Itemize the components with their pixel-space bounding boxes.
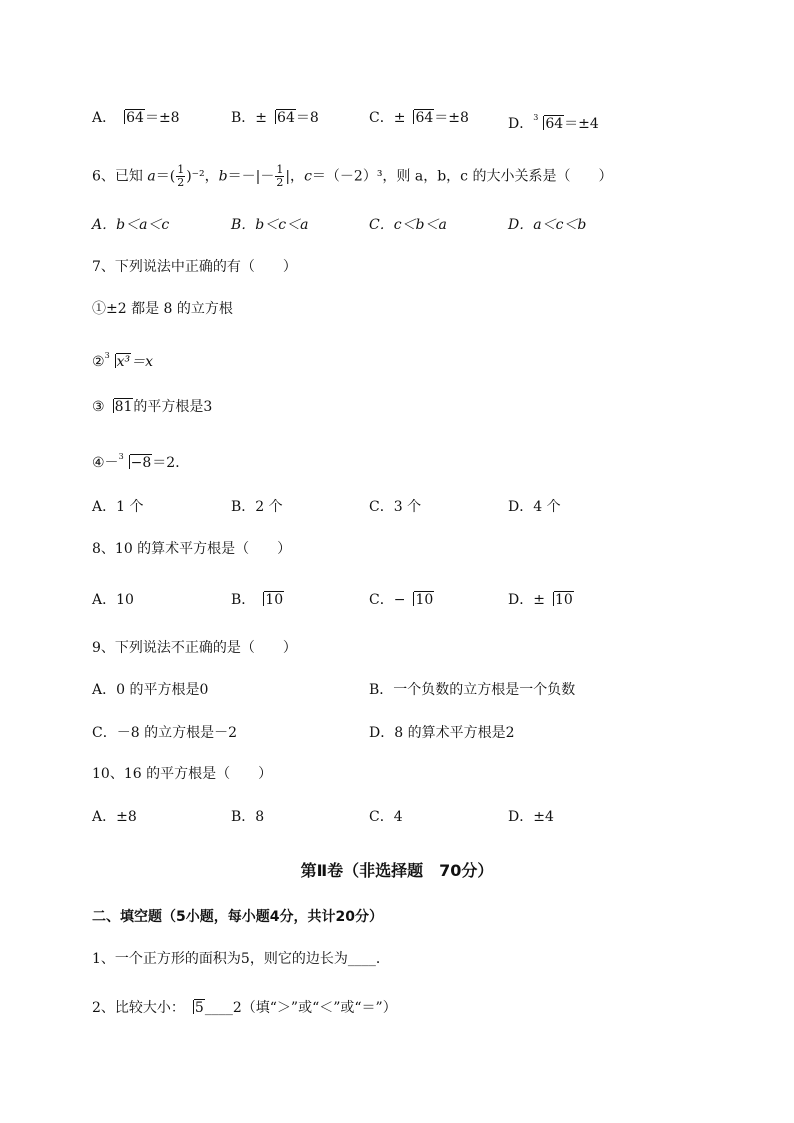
fraction: $\frac{1}{2}$ xyxy=(177,163,185,189)
q5-option-c: C．± 64＝±8 xyxy=(369,110,469,126)
q6-option-c: C．c＜b＜a xyxy=(369,217,447,233)
q6-option-d: D．a＜c＜b xyxy=(508,217,587,233)
q6-option-a: A．b＜a＜c xyxy=(92,217,170,233)
q8-stem: 8、10 的算术平方根是（ ） xyxy=(92,541,292,557)
section-heading: 二、填空题（5小题，每小题4分，共计20分） xyxy=(92,909,383,925)
q9-option-d: D．8 的算术平方根是2 xyxy=(369,725,515,741)
q5-option-d: D．$^3$ 64＝±4 xyxy=(508,113,599,132)
q7-option-c: C．3 个 xyxy=(369,499,422,515)
q10-option-c: C．4 xyxy=(369,809,403,825)
fill-question-1: 1、一个正方形的面积为5，则它的边长为____． xyxy=(92,951,390,967)
q7-statement-3: ③ 81的平方根是3 xyxy=(92,399,213,415)
q10-stem: 10、16 的平方根是（ ） xyxy=(92,766,273,782)
q7-statement-1: ①±2 都是 8 的立方根 xyxy=(92,301,233,317)
q7-option-d: D．4 个 xyxy=(508,499,561,515)
q9-option-b: B．一个负数的立方根是一个负数 xyxy=(369,682,576,698)
q9-stem: 9、下列说法不正确的是（ ） xyxy=(92,640,297,656)
q10-option-d: D．±4 xyxy=(508,809,554,825)
q10-option-a: A．±8 xyxy=(92,809,137,825)
q9-option-a: A．0 的平方根是0 xyxy=(92,682,209,698)
q8-option-d: D．± 10 xyxy=(508,592,573,608)
q7-stem: 7、下列说法中正确的有（ ） xyxy=(92,259,297,275)
q5-option-b: B．± 64＝8 xyxy=(231,110,319,126)
fraction: $\frac{1}{2}$ xyxy=(276,163,284,189)
q7-statement-4: ④－$^3$ −8＝2． xyxy=(92,452,190,471)
part2-title: 第Ⅱ卷（非选择题 70分） xyxy=(300,861,494,880)
q7-statement-2: ②$^3$ x³＝x xyxy=(92,351,154,370)
q6-option-b: B．b＜c＜a xyxy=(231,217,309,233)
q8-option-b: B． 10 xyxy=(231,592,284,608)
q9-option-c: C．－8 的立方根是－2 xyxy=(92,725,237,741)
q6-stem: 6、已知 a＝( $\frac{1}{2}$ )⁻²，b＝－|－ $\frac{1}{2}$ |，c＝（－2）³，则 a，b，c 的大小关系是（ ） xyxy=(92,163,613,189)
q7-option-a: A．1 个 xyxy=(92,499,144,515)
q8-option-a: A．10 xyxy=(92,592,134,608)
q5-option-a: A． 64＝±8 xyxy=(92,110,180,126)
q10-option-b: B．8 xyxy=(231,809,265,825)
fill-question-2: 2、比较大小： 5____2（填“＞”或“＜”或“＝”） xyxy=(92,1000,397,1016)
q8-option-c: C．− 10 xyxy=(369,592,434,608)
q7-option-b: B．2 个 xyxy=(231,499,283,515)
